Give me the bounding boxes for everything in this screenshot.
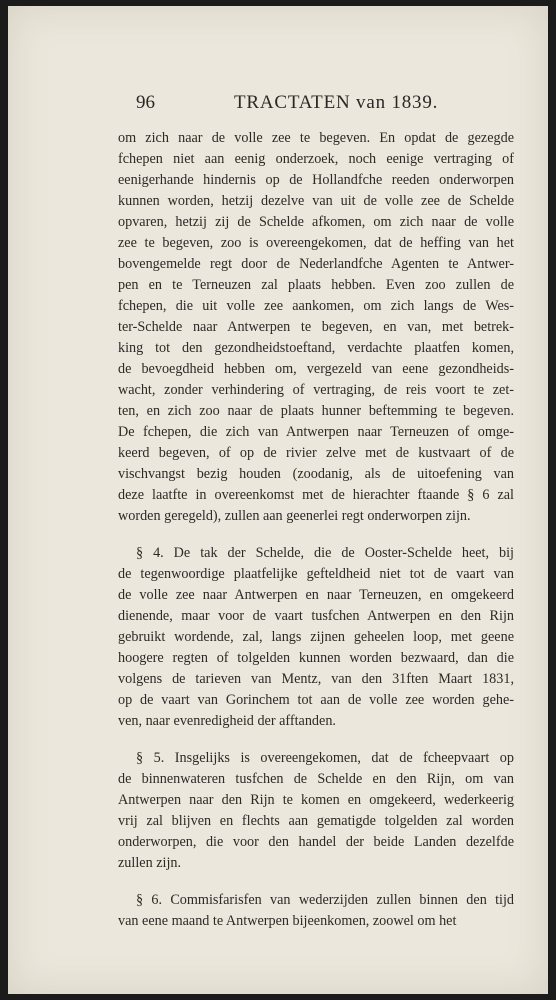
text-line: fchepen, die uit volle zee aankomen, om zich langs de Wes- xyxy=(118,298,514,314)
text-line: § 5. Insgelijks is overeengekomen, dat de fcheepvaart op xyxy=(136,750,514,766)
text-line: ven, naar evenredigheid der afftanden. xyxy=(118,713,336,729)
paragraph-gap xyxy=(118,527,514,543)
text-line: fchepen niet aan eenig onderzoek, noch eenige vertraging of xyxy=(118,151,514,167)
text-line: de tegenwoordige plaatfelijke gefteldheid niet tot de vaart van xyxy=(118,566,514,582)
text-line: onderworpen, die voor den handel der beide Landen dezelfde xyxy=(118,834,514,850)
page-number: 96 xyxy=(136,92,155,113)
text-line: vischvangst bezig houden (zoodanig, als de uitoefening van xyxy=(118,466,514,482)
text-line: op de vaart van Gorinchem tot aan de volle zee worden gehe- xyxy=(118,692,514,708)
text-line: eenigerhande hindernis op de Hollandfche reeden onderworpen xyxy=(118,172,514,188)
running-title: TRACTATEN van 1839. xyxy=(234,92,439,113)
text-line: de volle zee naar Antwerpen en naar Terneuzen, en omgekeerd xyxy=(118,587,514,603)
text-line: bovengemelde regt door de Nederlandfche Agenten te Antwer- xyxy=(118,256,514,272)
text-line: zee te begeven, zoo is overeengekomen, dat de heffing van het xyxy=(118,235,514,251)
text-line: ter-Schelde naar Antwerpen te begeven, en van, met betrek- xyxy=(118,319,514,335)
paragraph xyxy=(118,543,514,732)
text-line: de binnenwateren tusfchen de Schelde en den Rijn, om van xyxy=(118,771,514,787)
body-text xyxy=(118,128,514,932)
text-line: wacht, zonder verhindering of vertraging, de reis voort te zet- xyxy=(118,382,514,398)
paragraph xyxy=(118,128,514,527)
text-line: dienende, maar voor de vaart tusfchen Antwerpen en den Rijn xyxy=(118,608,514,624)
text-line: volgens de tarieven van Mentz, van den 31ften Maart 1831, xyxy=(118,671,514,687)
text-line: gebruikt wordende, zal, langs zijnen geheelen loop, met geene xyxy=(118,629,514,645)
text-line: om zich naar de volle zee te begeven. En opdat de gezegde xyxy=(118,130,514,146)
text-line: zullen zijn. xyxy=(118,855,182,871)
text-line: de bevoegdheid hebben om, vergezeld van eene gezondheids- xyxy=(118,361,514,377)
text-line: § 4. De tak der Schelde, die de Ooster-Schelde heet, bij xyxy=(136,545,514,561)
text-line: Antwerpen naar den Rijn te komen en omgekeerd, wederkeerig xyxy=(118,792,514,808)
text-line: van eene maand te Antwerpen bijeenkomen, zoowel om het xyxy=(118,913,457,929)
page-header xyxy=(126,92,512,122)
paragraph-gap xyxy=(118,732,514,748)
text-line: opvaren, hetzij zij de Schelde afkomen, om zich naar de volle xyxy=(118,214,514,230)
text-line: king tot den gezondheidstoeftand, verdachte plaatfen komen, xyxy=(118,340,514,356)
text-line: § 6. Commisfarisfen van wederzijden zullen binnen den tijd xyxy=(136,892,514,908)
text-line: keerd begeven, of op de rivier zelve met de kustvaart of de xyxy=(118,445,514,461)
paragraph-gap xyxy=(118,874,514,890)
text-line: hoogere regten of tolgelden kunnen worden bezwaard, dan die xyxy=(118,650,514,666)
text-line: kunnen worden, hetzij dezelve van uit de volle zee de Schelde xyxy=(118,193,514,209)
text-line: De fchepen, die zich van Antwerpen naar Terneuzen of omge- xyxy=(118,424,514,440)
text-line: pen en te Terneuzen zal plaats hebben. Even zoo zullen de xyxy=(118,277,514,293)
text-line: deze laatfte in overeenkomst met de hierachter ftaande § 6 zal xyxy=(118,487,514,503)
paragraph xyxy=(118,890,514,932)
text-line: ten, en zich zoo naar de plaats hunner beftemming te begeven. xyxy=(118,403,514,419)
text-line: worden geregeld), zullen aan geenerlei regt onderworpen zijn. xyxy=(118,508,471,524)
paragraph xyxy=(118,748,514,874)
text-line: vrij zal blijven en flechts aan gematigde tolgelden zal worden xyxy=(118,813,514,829)
